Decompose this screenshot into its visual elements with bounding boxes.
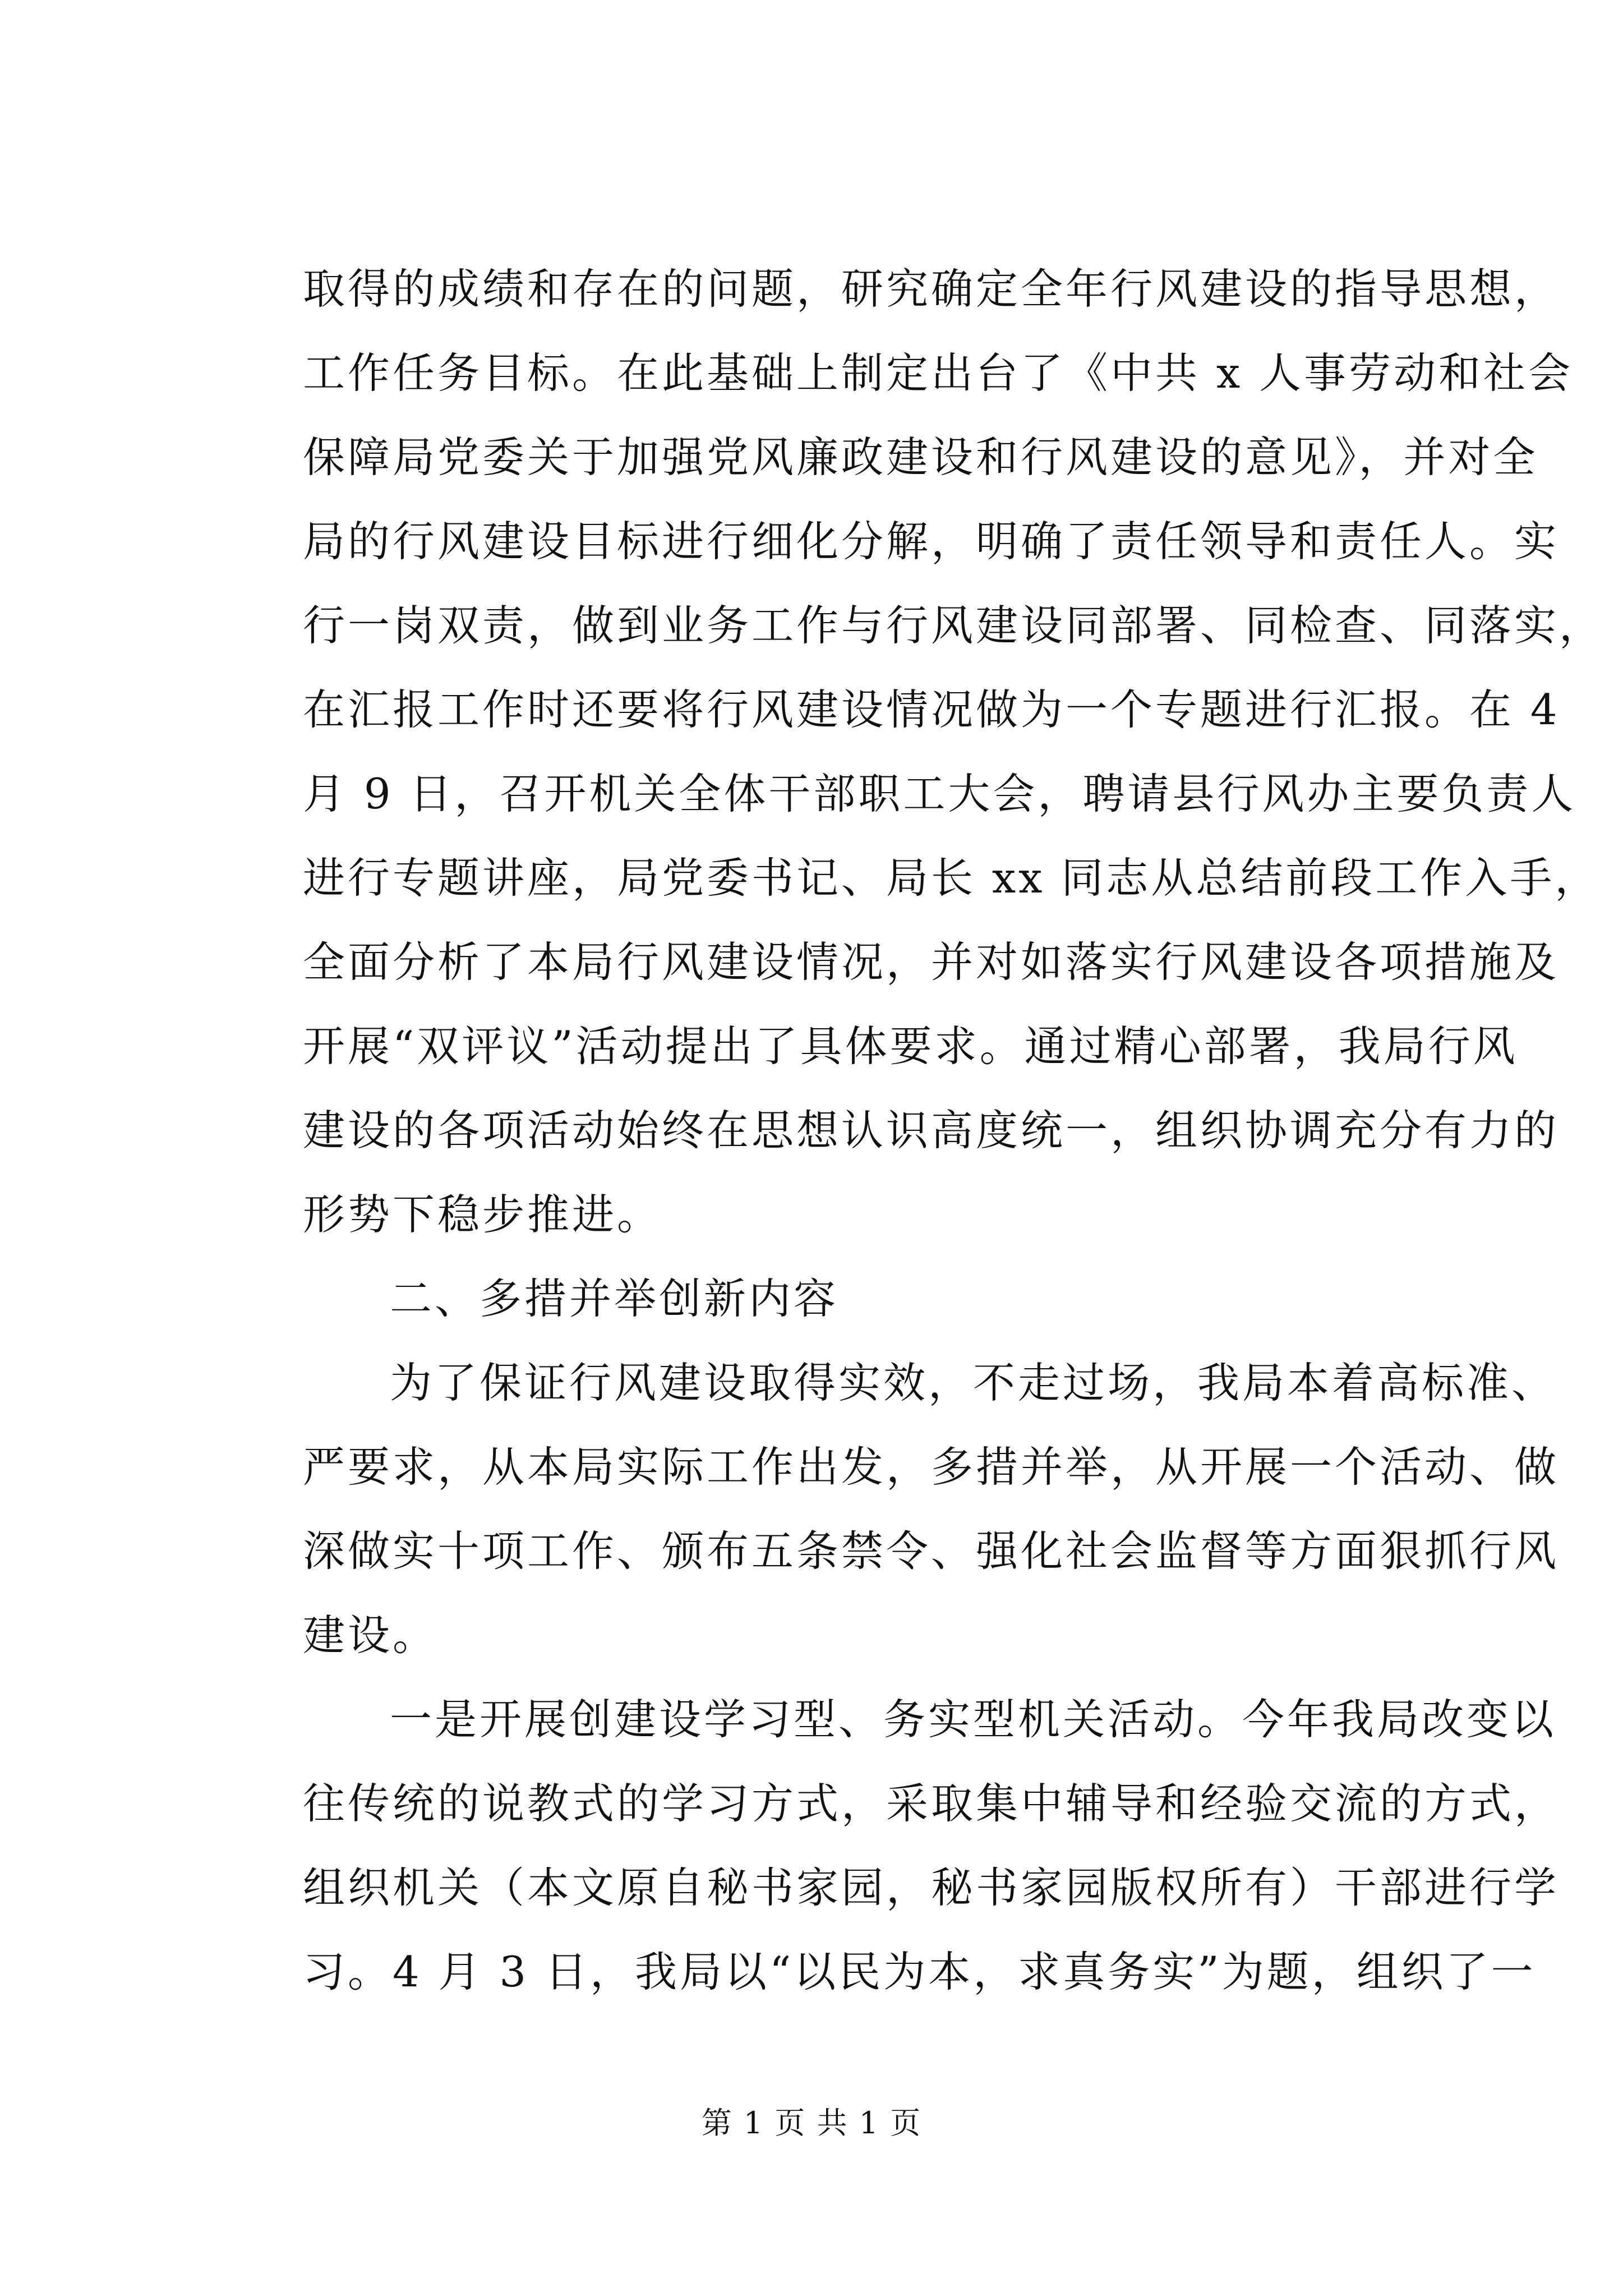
- text-line-3: 保障局党委关于加强党风廉政建设和行风建设的意见》，并对全: [303, 432, 1538, 482]
- text-line-2: 工作任务目标。在此基础上制定出台了《中共 x 人事劳动和社会: [303, 348, 1573, 398]
- text-line-15: 严要求，从本局实际工作出发，多措并举，从开展一个活动、做: [303, 1442, 1560, 1492]
- text-line-9: 全面分析了本局行风建设情况，并对如落实行风建设各项措施及: [303, 937, 1560, 987]
- section-heading: 二、多措并举创新内容: [390, 1274, 839, 1323]
- text-line-10: 开展“双评议”活动提出了具体要求。通过精心部署，我局行风: [303, 1022, 1518, 1071]
- text-line-16: 深做实十项工作、颁布五条禁令、强化社会监督等方面狠抓行风: [303, 1526, 1560, 1576]
- text-line-20: 组织机关（本文原自秘书家园，秘书家园版权所有）干部进行学: [303, 1863, 1560, 1912]
- document-body: [303, 247, 1604, 2014]
- text-line-17: 建设。: [303, 1611, 438, 1660]
- text-line-14: 为了保证行风建设取得实效，不走过场，我局本着高标准、: [390, 1358, 1557, 1407]
- text-line-1: 取得的成绩和存在的问题，研究确定全年行风建设的指导思想，: [303, 264, 1560, 314]
- text-line-19: 往传统的说教式的学习方式，采取集中辅导和经验交流的方式，: [303, 1779, 1560, 1828]
- text-line-8: 进行专题讲座，局党委书记、局长 xx 同志从总结前段工作入手，: [303, 853, 1600, 903]
- text-line-18: 一是开展创建设学习型、务实型机关活动。今年我局改变以: [390, 1695, 1557, 1744]
- text-line-4: 局的行风建设目标进行细化分解，明确了责任领导和责任人。实: [303, 517, 1560, 566]
- text-line-5: 行一岗双责，做到业务工作与行风建设同部署、同检查、同落实，: [303, 601, 1604, 650]
- page-footer: 第 1 页 共 1 页: [701, 2105, 922, 2141]
- text-line-6: 在汇报工作时还要将行风建设情况做为一个专题进行汇报。在 4: [303, 685, 1560, 734]
- text-line-11: 建设的各项活动始终在思想认识高度统一，组织协调充分有力的: [303, 1106, 1560, 1155]
- text-line-12: 形势下稳步推进。: [303, 1190, 662, 1239]
- text-line-7: 月 9 日，召开机关全体干部职工大会，聘请县行风办主要负责人: [303, 769, 1576, 818]
- text-line-21: 习。4 月 3 日，我局以“以民为本，求真务实”为题，组织了一: [303, 1947, 1536, 1996]
